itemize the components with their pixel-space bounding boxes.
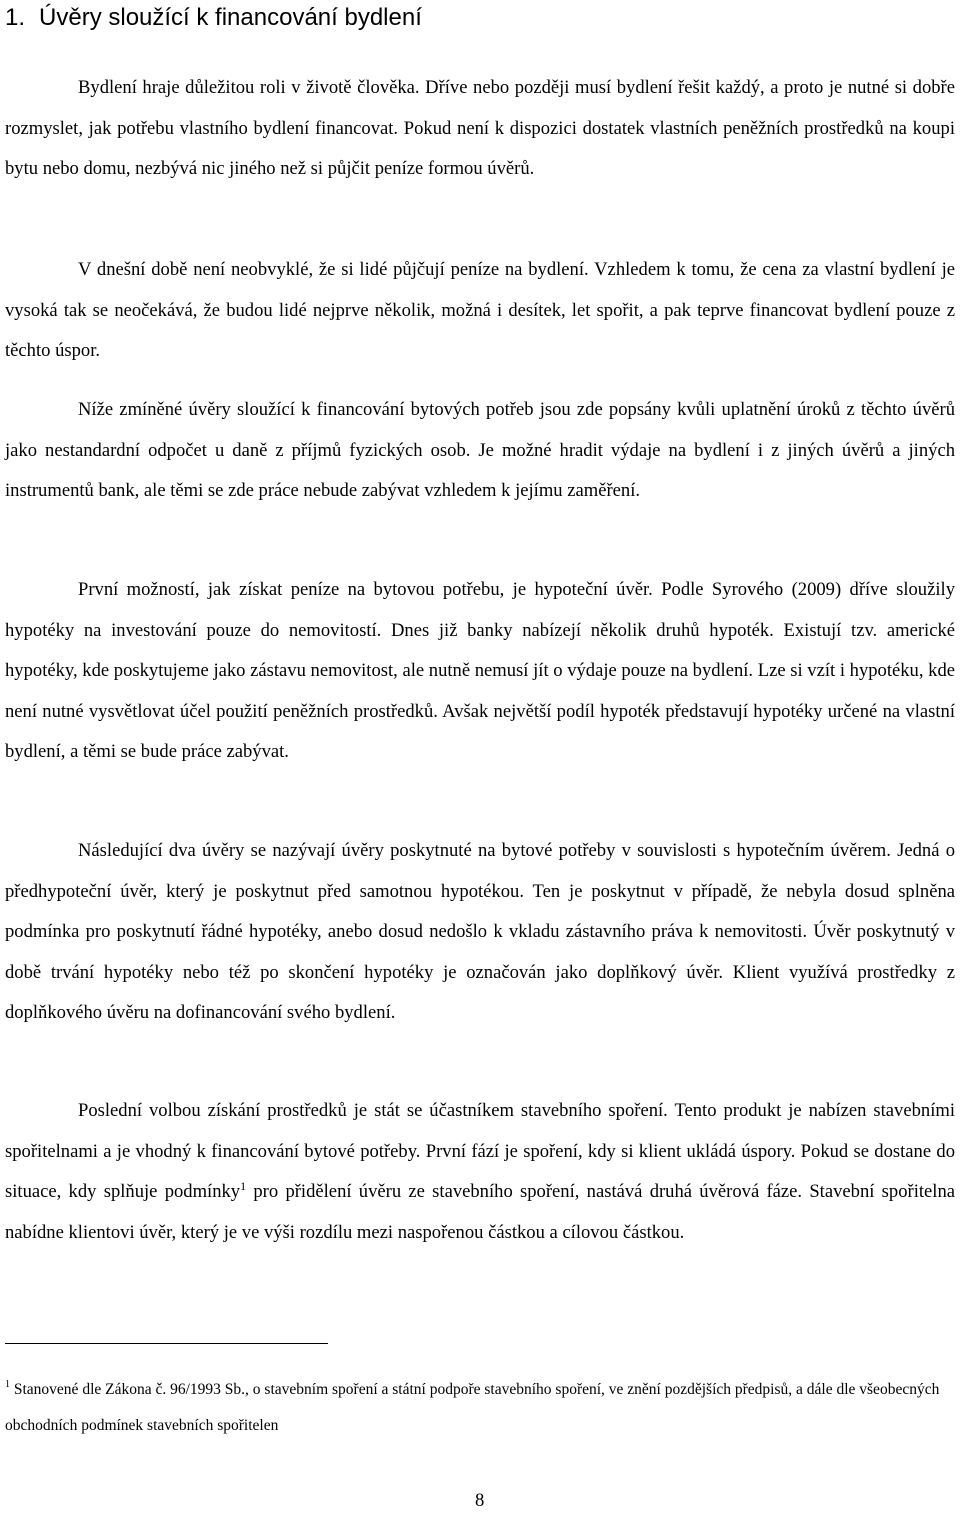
section-title: Úvěry sloužící k financování bydlení [39, 4, 422, 31]
paragraph: Níže zmíněné úvěry sloužící k financování bytových potřeb jsou zde popsány kvůli uplatnění úroků z těchto úvěrů jako nestandardní odpočet u daně z příjmů fyzických osob. Je možné hradit výdaje na bydlení i z jiných úvěrů a jiných instrumentů bank, ale těmi se zde práce nebude zabývat vzhledem k jejímu zaměření. [5, 399, 955, 502]
paragraph: V dnešní době není neobvyklé, že si lidé půjčují peníze na bydlení. Vzhledem k tomu, že cena za vlastní bydlení je vysoká tak se neočekává, že budou lidé nejprve několik, možná i desítek, let spořit, a pak teprve financovat bydlení pouze z těchto úspor. [5, 259, 955, 362]
paragraph: První možností, jak získat peníze na bytovou potřebu, je hypoteční úvěr. Podle Syrového (2009) dříve sloužily hypotéky na investování pouze do nemovitostí. Dnes již banky nabízejí několik druhů hypoték. Existují tzv. americké hypotéky, kde poskytujeme jako zástavu nemovitost, ale nutně nemusí jít o výdaje pouze na bydlení. Lze si vzít i hypotéku, kde není nutné vysvětlovat účel použití peněžních prostředků. Avšak největší podíl hypoték představují hypotéky určené na vlastní bydlení, a těmi se bude práce zabývat. [5, 579, 955, 763]
document-page [5, 0, 955, 1517]
footnote [5, 1372, 955, 1444]
paragraph: Bydlení hraje důležitou roli v životě člověka. Dříve nebo později musí bydlení řešit každý, a proto je nutné si dobře rozmyslet, jak potřebu vlastního bydlení financovat. Pokud není k dispozici dostatek vlastních peněžních prostředků na koupi bytu nebo domu, nezbývá nic jiného než si půjčit peníze formou úvěrů. [5, 77, 955, 180]
paragraph [5, 1091, 955, 1253]
section-number: 1. [5, 4, 26, 31]
footnote-text: Stanovené dle Zákona č. 96/1993 Sb., o stavebním spoření a státní podpoře stavebního spoření, ve znění pozdějších předpisů, a dále dle všeobecných obchodních podmínek stavebních spořitelen [5, 1381, 940, 1434]
section-heading [5, 2, 422, 34]
paragraph-text: pro přidělení úvěru ze stavebního spoření, nastává druhá úvěrová fáze. Stavební spořitelna nabídne klientovi úvěr, který je ve výši rozdílu mezi naspořenou částkou a cílovou částkou. [5, 1181, 955, 1243]
footnote-mark: 1 [5, 1379, 10, 1390]
page-number: 8 [475, 1490, 485, 1511]
footnote-reference[interactable]: 1 [240, 1179, 247, 1193]
footnote-separator [5, 1343, 328, 1344]
paragraph: Následující dva úvěry se nazývají úvěry poskytnuté na bytové potřeby v souvislosti s hypotečním úvěrem. Jedná o předhypoteční úvěr, který je poskytnut před samotnou hypotékou. Ten je poskytnut v případě, že nebyla dosud splněna podmínka pro poskytnutí řádné hypotéky, anebo dosud nedošlo k vkladu zástavního práva k nemovitosti. Úvěr poskytnutý v době trvání hypotéky nebo též po skončení hypotéky je označován jako doplňkový úvěr. Klient využívá prostředky z doplňkového úvěru na dofinancování svého bydlení. [5, 840, 955, 1024]
paragraph-text: Poslední volbou získání prostředků je stát se účastníkem stavebního spoření. Tento produkt je nabízen stavebními spořitelnami a je vhodný k financování bytové potřeby. První fází je spoření, kdy si klient ukládá úspory. Pokud se dostane do situace, kdy splňuje podmínky [5, 1100, 955, 1203]
